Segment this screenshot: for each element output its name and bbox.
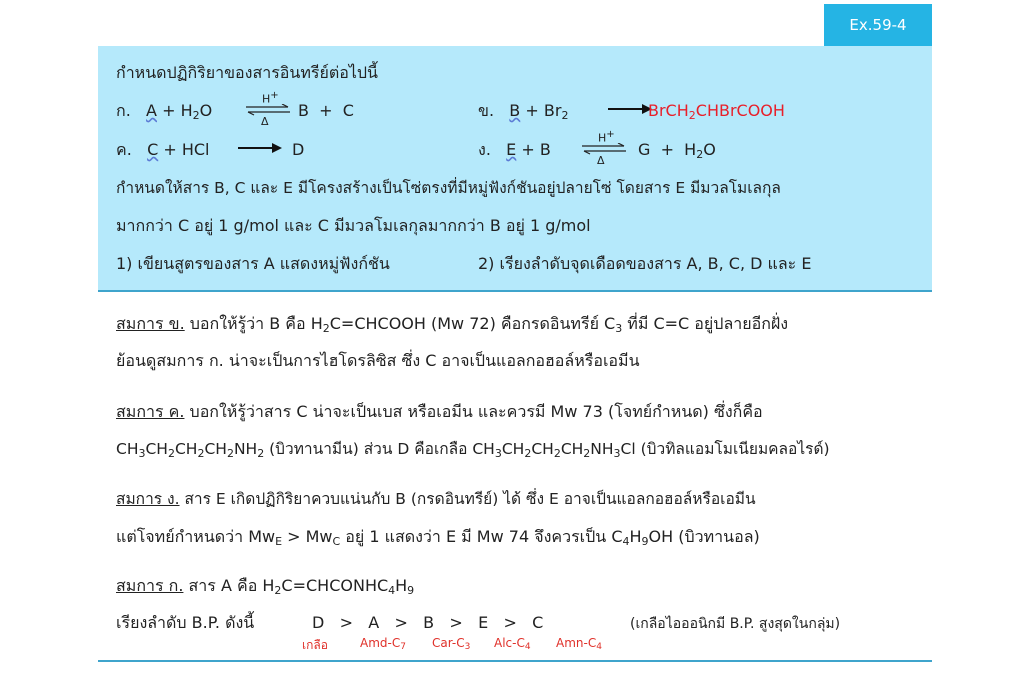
task-2: 2) เรียงลำดับจุดเดือดของสาร A, B, C, D และ E	[478, 254, 812, 273]
catalyst-label: H+	[598, 129, 615, 145]
answer-line-4: $CH_3CH_2CH_2CH_2NH_2$ (บิวทานามีน) ส่วน D คือเกลือ $CH_3CH_2CH_2CH_2NH_3Cl$ (บิวทิลแอมโมเนียมคลอไรด์)	[116, 440, 830, 460]
answer-line-3: สมการ ค. บอกให้รู้ว่าสาร C น่าจะเป็นเบส หรือเอมีน และควรมี Mw 73 (โจทย์กำหนด) ซึ่งก็คือ	[116, 402, 763, 421]
answer-line-6: แต่โจทย์กำหนดว่า $Mw_E > Mw_C$ อยู่ 1 แสดงว่า E มี Mw 74 จึงควรเป็น $C_4H_9OH$ (บิวทานอล)	[116, 527, 760, 548]
given-line-1: กำหนดให้สาร B, C และ E มีโครงสร้างเป็นโซ่ตรงที่มีหมู่ฟังก์ชันอยู่ปลายโซ่ โดยสาร E มีมวลโมเลกุล	[116, 179, 781, 197]
bp-order: D > A > B > E > C	[312, 613, 544, 632]
reaction-arrow-icon	[238, 143, 282, 153]
reaction-d-products: $G + H_2O$	[638, 140, 716, 161]
question-box	[98, 46, 932, 292]
example-badge: Ex.59-4	[824, 4, 932, 46]
given-line-2: มากกว่า C อยู่ 1 g/mol และ C มีมวลโมเลกุลมากกว่า B อยู่ 1 g/mol	[116, 216, 591, 235]
bottom-divider	[98, 660, 932, 662]
reaction-d: ง. E + B	[478, 140, 551, 159]
answer-line-2: ย้อนดูสมการ ก. น่าจะเป็นการไฮโดรลิซิส ซึ่ง C อาจเป็นแอลกอฮอล์หรือเอมีน	[116, 351, 640, 370]
heat-label: Δ	[597, 154, 605, 167]
bp-order-label: เรียงลำดับ B.P. ดังนี้	[116, 613, 255, 632]
reaction-b: ข. $B + Br_2$	[478, 101, 569, 122]
answer-line-7: สมการ ก. สาร A คือ $H_2C=CHCONHC_4H_9$	[116, 576, 415, 597]
reaction-arrow-icon	[608, 104, 652, 114]
question-intro: กำหนดปฏิกิริยาของสารอินทรีย์ต่อไปนี้	[116, 63, 378, 82]
label-carboxylic: Car-$C_3$	[432, 636, 471, 652]
reaction-a-products: B + C	[298, 101, 354, 120]
catalyst-label: H+	[262, 90, 279, 106]
label-amide: Amd-$C_7$	[360, 636, 406, 652]
label-alcohol: Alc-$C_4$	[494, 636, 531, 652]
task-1: 1) เขียนสูตรของสาร A แสดงหมู่ฟังก์ชัน	[116, 254, 390, 273]
label-salt: เกลือ	[302, 638, 328, 652]
answer-line-5: สมการ ง. สาร E เกิดปฏิกิริยาควบแน่นกับ B (กรดอินทรีย์) ได้ ซึ่ง E อาจเป็นแอลกอฮอล์หรือเอมีน	[116, 490, 756, 508]
answer-line-1: สมการ ข. บอกให้รู้ว่า B คือ $H_2C=CHCOOH$ (Mw 72) คือกรดอินทรีย์ $C_3$ ที่มี C=C อยู่ปลายอีกฝั่ง	[116, 314, 789, 335]
label-amine: Amn-$C_4$	[556, 636, 602, 652]
product-bromo-acid: BrCH$_2$CHBrCOOH	[648, 101, 785, 122]
reaction-c: ค. C + HCl	[116, 140, 210, 159]
product-d: D	[292, 140, 305, 159]
reaction-a: ก. $A + H_2O$	[116, 101, 213, 122]
heat-label: Δ	[261, 115, 269, 128]
bp-note: (เกลือไอออนิกมี B.P. สูงสุดในกลุ่ม)	[630, 616, 841, 632]
